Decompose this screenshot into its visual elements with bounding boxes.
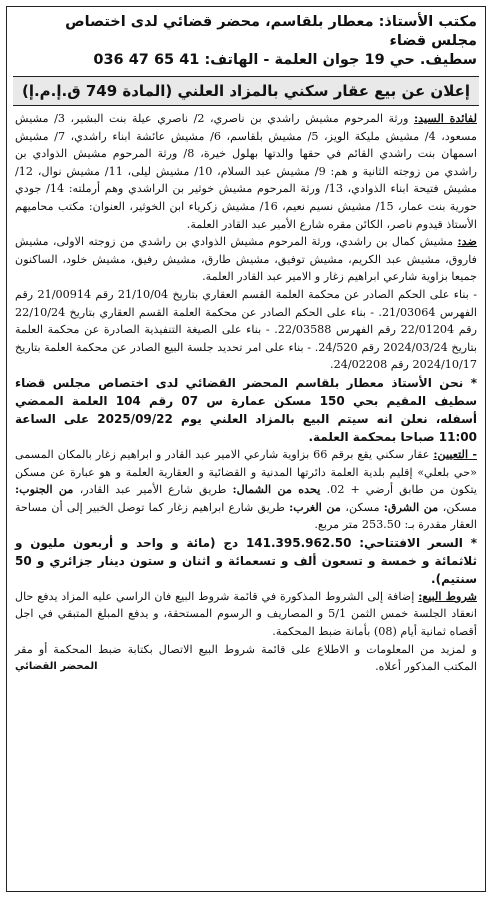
east-label: من الشرق: bbox=[383, 499, 443, 514]
south-label: من الجنوب: bbox=[15, 482, 80, 497]
office-line: مكتب الأستاذ: معطار بلقاسم، محضر قضائي لدى اختصاص مجلس قضاء bbox=[65, 14, 477, 49]
west-text: طريق شارع ابراهيم زغار كما توصل الخبير إلى أن مساحة العقار مقدرة بـ: 253.50 متر مربع. bbox=[15, 500, 477, 532]
signature-label: المحضر القضائي bbox=[15, 661, 98, 673]
against-label: ضد: bbox=[457, 234, 477, 249]
contact-paragraph bbox=[15, 641, 477, 676]
conditions-text: إضافة إلى الشروط المذكورة في قائمة شروط البيع فان الراسي عليه المزاد يدفع حال انعقاد الجلسة خمس الثمن 5/1 و المصاريف و الرسوم المستحقة، و يدفع المبلغ المتبقي في اجل أقصاه ثمانية أيام (08) بأمانة ضبط المحكمة. bbox=[15, 589, 477, 639]
north-text: طريق شارع الأمير عبد القادر، bbox=[79, 483, 233, 497]
contact-text: و لمزيد من المعلومات و الاطلاع على قائمة شروط البيع الاتصال بكتابة ضبط المحكمة أو مقر المكتب المذكور أعلاه. bbox=[15, 642, 477, 674]
notice-title: إعلان عن بيع عقار سكني بالمزاد العلني (المادة 749 ق.إ.م.إ) bbox=[13, 76, 479, 106]
south-text: مسكن، bbox=[442, 500, 477, 514]
beneficiary-label: لفائدة السيد: bbox=[413, 111, 477, 125]
opening-price-paragraph: * السعر الافتتاحي: 141.395.962.50 دج (مائة و واحد و أربعون مليون و ثلاثمائة و خمسة و تسعون ألف و تسعمائة و اثنان و ستون دينار جزائري و 50 سنتيم). bbox=[15, 535, 477, 586]
announcement-paragraph: * نحن الأستاذ معطار بلقاسم المحضر القضائي لدى اختصاص مجلس قضاء سطيف المقيم بحي 150 مسكن عمارة س 07 رقم 104 العلمة الممضي أسفله، نعلن انه سيتم البيع بالمزاد العلني يوم 2025/09/22 على الساعة 11:00 صباحا بمحكمة العلمة. bbox=[15, 375, 477, 444]
beneficiary-text: ورثة المرحوم مشيش راشدي بن ناصري، 2/ ناصري عيلة بنت البشير، 3/ مشيش مسعود، 4/ مشيش مليكة الويز، 5/ مشيش بلقاسم، 6/ مشيش عائشة ابناء راشدي، 7/ مشيش اسمهان بنت راشدي القائم في حقها والدتها بهلول خيرة، 8/ ورثة المرحوم مشيش الذوادي بن راشدي من زوجته الثانية و هم: 9/ مشيش عبد السلام، 10/ مشيش ليلى، 11/ مشيش نوال، 12/ مشيش فتيحة ابناء الذوادي، 13/ ورثة المرحوم مشيش خوثير بن الراشدي وهم أرملته: 14/ جودي حورية بنت عمار، 15/ مشيش نسيم نعيم، 16/ مشيش زكرياء ابن الخوثير، العنوان: مكتب محاميهم الأستاذ قيدوم ناصر، الكائن مقره شارع الأمير عبد القادر العلمة. bbox=[15, 112, 478, 231]
legal-notice bbox=[6, 6, 486, 892]
conditions-label: شروط البيع: bbox=[418, 588, 478, 603]
judgments-paragraph: - بناء على الحكم الصادر عن محكمة العلمة القسم العقاري بتاريخ 21/10/04 رقم 21/00914 رقم الفهرس 21/03064. - بناء على الحكم الصادر عن محكمة العلمة القسم العقاري بتاريخ 22/10/24 رقم 22/01204 رقم الفهرس 22/03588. - بناء على الصيغة التنفيذية الصادرة عن محكمة العلمة بتاريخ 2024/03/24 رقم 24/520. - بناء على امر تحديد جلسة البيع الصادر عن محكمة العلمة بتاريخ 2024/10/17 رقم 24/02208. bbox=[15, 287, 478, 372]
west-label: من الغرب: bbox=[289, 499, 346, 514]
conditions-paragraph bbox=[15, 588, 477, 641]
designation-text: عقار سكني يقع برقم 66 بزاوية شارعي الامير عبد القادر و ابراهيم زغار بالمكان المسمى «حي بلعلي» إقليم بلدية العلمة دائرتها المدنية و القضائية و العقارية العلمة و هو عبارة عن مسكن يتكون من طابق أرضي + 02. bbox=[15, 447, 477, 497]
address-phone-line: سطيف. حي 19 جوان العلمة - الهاتف: 41 65 47 036 bbox=[93, 52, 477, 68]
north-label: يحده من الشمال: bbox=[232, 482, 327, 497]
against-text: مشيش كمال بن راشدي، ورثة المرحوم مشيش الذوادي بن راشدي من زوجته الاولى، مشيش فاروق، مشيش عبد الكريم، مشيش توفيق، مشيش طارق، مشيش رفيق، مشيش خلود، الساكنون جميعا بزاوية شارعي ابراهيم زغار و الامير عبد القادر العلمة. bbox=[15, 235, 477, 284]
east-text: مسكن، bbox=[345, 500, 384, 514]
designation-paragraph bbox=[15, 446, 477, 534]
bailiff-header bbox=[15, 13, 477, 70]
designation-label: - التعيين: bbox=[433, 446, 477, 461]
notice-body bbox=[15, 110, 477, 676]
against-paragraph bbox=[15, 233, 477, 286]
beneficiary-paragraph bbox=[15, 110, 477, 233]
